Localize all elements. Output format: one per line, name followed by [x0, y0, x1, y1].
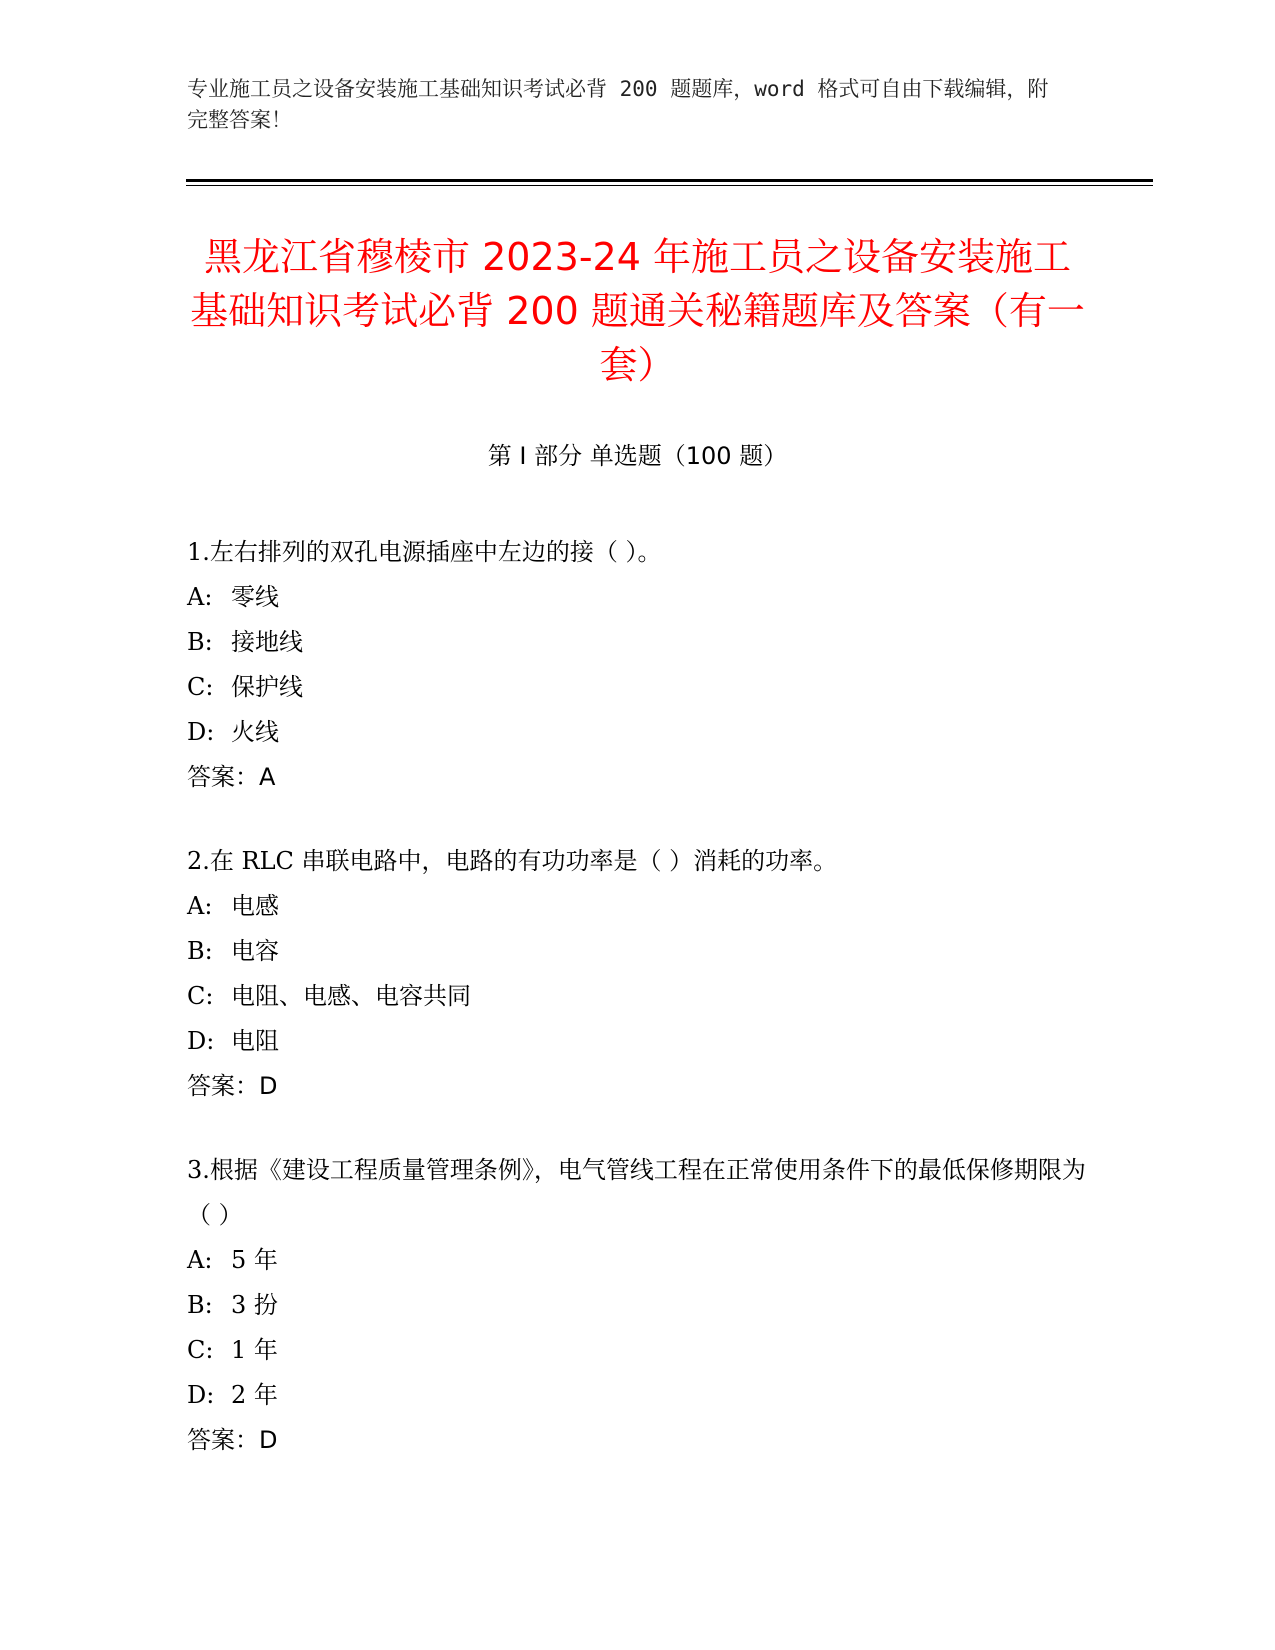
option-text: 零线 — [231, 583, 279, 611]
document-title: 黑龙江省穆棱市 2023-24 年施工员之设备安装施工基础知识考试必背 200 题通关秘籍题库及答案（有一套） — [190, 235, 1085, 387]
header-note: 专业施工员之设备安装施工基础知识考试必背 200 题题库，word 格式可自由下载编辑，附完整答案！ — [187, 77, 1049, 132]
question-stem: 1.左右排列的双孔电源插座中左边的接（ ）。 — [187, 538, 662, 566]
option-key: B: — [187, 628, 213, 656]
option-text: 火线 — [231, 718, 279, 746]
option-text: 电阻、电感、电容共同 — [231, 982, 471, 1010]
option-text: 5 年 — [231, 1246, 278, 1274]
option-key: C: — [187, 673, 214, 701]
option-b — [187, 620, 1087, 665]
question-3 — [187, 1148, 1087, 1463]
option-key: A: — [187, 892, 213, 920]
question-stem: 3.根据《建设工程质量管理条例》，电气管线工程在正常使用条件下的最低保修期限为（ ） — [187, 1156, 1086, 1229]
option-d — [187, 1373, 1087, 1418]
option-key: C: — [187, 982, 214, 1010]
option-c — [187, 974, 1087, 1019]
header-divider-thin — [186, 185, 1153, 186]
option-key: A: — [187, 1246, 213, 1274]
option-key: D: — [187, 1381, 215, 1409]
option-key: A: — [187, 583, 213, 611]
answer: 答案：D — [187, 1072, 278, 1100]
option-b — [187, 929, 1087, 974]
option-c — [187, 1328, 1087, 1373]
option-text: 保护线 — [231, 673, 303, 701]
option-a — [187, 575, 1087, 620]
option-c — [187, 665, 1087, 710]
option-text: 接地线 — [231, 628, 303, 656]
option-d — [187, 1019, 1087, 1064]
question-list — [187, 530, 1087, 1502]
option-text: 1 年 — [231, 1336, 278, 1364]
option-key: C: — [187, 1336, 214, 1364]
option-key: D: — [187, 718, 215, 746]
option-b — [187, 1283, 1087, 1328]
option-text: 3 扮 — [231, 1291, 278, 1319]
option-key: B: — [187, 1291, 213, 1319]
option-a — [187, 884, 1087, 929]
section-title: 第 I 部分 单选题（100 题） — [487, 442, 788, 470]
answer: 答案：D — [187, 1426, 278, 1454]
option-key: D: — [187, 1027, 215, 1055]
option-text: 2 年 — [231, 1381, 278, 1409]
question-stem: 2.在 RLC 串联电路中，电路的有功功率是（ ）消耗的功率。 — [187, 847, 838, 875]
question-1 — [187, 530, 1087, 800]
option-a — [187, 1238, 1087, 1283]
question-2 — [187, 839, 1087, 1109]
option-d — [187, 710, 1087, 755]
option-text: 电容 — [231, 937, 279, 965]
answer: 答案：A — [187, 763, 276, 791]
option-text: 电阻 — [231, 1027, 279, 1055]
option-key: B: — [187, 937, 213, 965]
header-divider-thick — [186, 179, 1153, 182]
option-text: 电感 — [231, 892, 279, 920]
